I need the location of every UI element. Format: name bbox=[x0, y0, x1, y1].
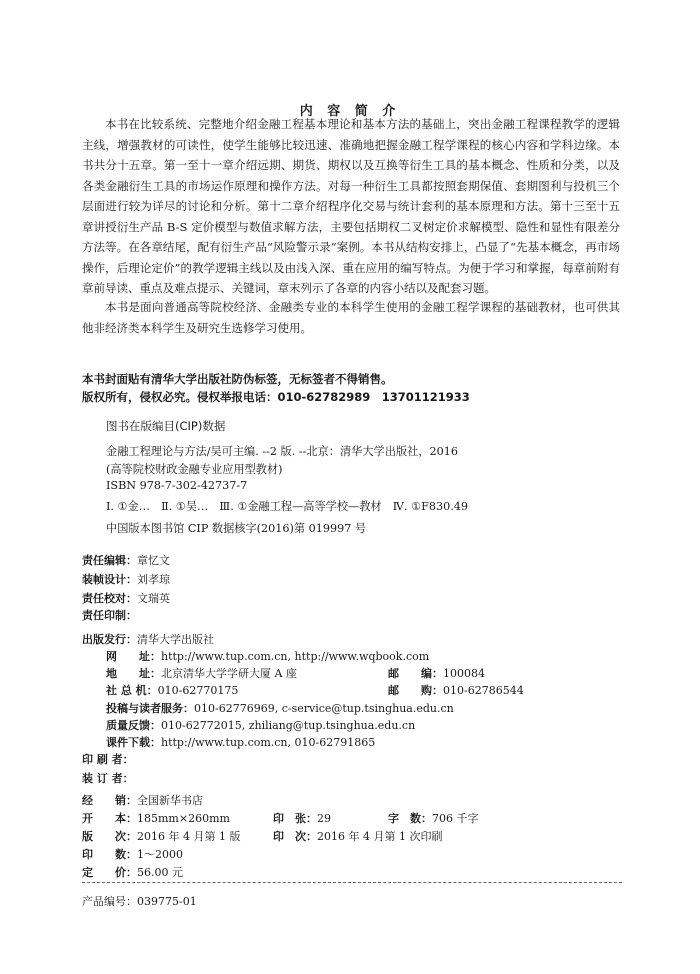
staff-label: 责任校对： bbox=[82, 592, 137, 605]
impression-row bbox=[273, 825, 442, 844]
sheets-value: 29 bbox=[317, 812, 331, 825]
courseware-value: http://www.tup.com.cn, 010-62791865 bbox=[161, 736, 376, 749]
staff-row bbox=[82, 568, 170, 587]
cip-line: 金融工程理论与方法/吴可主编. --2 版. --北京：清华大学出版社，2016 bbox=[106, 445, 458, 458]
print-run-label: 印 数： bbox=[82, 848, 137, 861]
staff-value: 文瑞英 bbox=[137, 592, 170, 605]
format-label: 开 本： bbox=[82, 812, 137, 825]
edition-label: 版 次： bbox=[82, 830, 137, 843]
distributor-row bbox=[82, 789, 203, 808]
edition-value: 2016 年 4 月第 1 版 bbox=[137, 830, 241, 843]
courseware-row bbox=[106, 731, 375, 750]
switchboard-value: 010-62770175 bbox=[157, 684, 239, 697]
cip-line: ISBN 978-7-302-42737-7 bbox=[106, 479, 248, 492]
mail-order-value: 010-62786544 bbox=[443, 684, 524, 697]
staff-value: 刘孝琼 bbox=[137, 573, 170, 586]
impression-value: 2016 年 4 月第 1 次印刷 bbox=[317, 830, 443, 843]
impression-label: 印 次： bbox=[273, 830, 317, 843]
quality-value: 010-62772015, zhiliang@tup.tsinghua.edu.cn bbox=[161, 719, 416, 732]
sheets-row bbox=[273, 807, 331, 826]
sheets-label: 印 张： bbox=[273, 812, 317, 825]
contribution-value: 010-62776969, c-service@tup.tsinghua.edu.cn bbox=[194, 702, 454, 715]
staff-row bbox=[82, 604, 137, 623]
distributor-value: 全国新华书店 bbox=[137, 794, 203, 807]
staff-label: 责任编辑： bbox=[82, 554, 137, 567]
product-code: 产品编号：039775-01 bbox=[82, 895, 197, 908]
website-label: 网 址： bbox=[106, 650, 161, 663]
staff-value: 章忆文 bbox=[137, 554, 170, 567]
print-run-row bbox=[82, 843, 183, 862]
price-label: 定 价： bbox=[82, 866, 137, 879]
cip-line: (高等院校财政金融专业应用型教材) bbox=[106, 463, 283, 476]
zip-value: 100084 bbox=[443, 667, 485, 680]
edition-row bbox=[82, 825, 240, 844]
words-value: 706 千字 bbox=[432, 812, 479, 825]
binder-label: 装 订 者： bbox=[82, 772, 134, 785]
printer-label: 印 刷 者： bbox=[82, 753, 134, 766]
dashed-divider bbox=[82, 882, 622, 883]
words-row bbox=[388, 807, 479, 826]
staff-row bbox=[82, 549, 170, 568]
switchboard-label: 社 总 机： bbox=[106, 684, 158, 697]
mail-order-row bbox=[388, 679, 524, 698]
staff-label: 装帧设计： bbox=[82, 573, 137, 586]
intro-paragraph-2: 本书是面向普通高等院校经济、金融类专业的本科学生使用的金融工程学课程的基础教材，也可供其他非经济类本科学生及研究生选修学习使用。 bbox=[82, 300, 620, 335]
price-row bbox=[82, 861, 183, 880]
address-label: 地 址： bbox=[106, 667, 161, 680]
price-value: 56.00 元 bbox=[137, 866, 183, 879]
cip-line: 中国版本图书馆 CIP 数据核字(2016)第 019997 号 bbox=[106, 522, 367, 535]
words-label: 字 数： bbox=[388, 812, 432, 825]
publisher-name: 清华大学出版社 bbox=[137, 633, 214, 646]
contribution-label: 投稿与读者服务： bbox=[106, 702, 194, 715]
staff-label: 责任印制： bbox=[82, 609, 137, 622]
publisher-label: 出版发行： bbox=[82, 633, 137, 646]
website-value: http://www.tup.com.cn, http://www.wqbook.com bbox=[161, 650, 430, 663]
print-run-value: 1～2000 bbox=[137, 848, 183, 861]
page-title: 内 容 简 介 bbox=[299, 104, 401, 119]
zip-label: 邮 编： bbox=[388, 667, 443, 680]
distributor-label: 经 销： bbox=[82, 794, 137, 807]
anti-counterfeit-notice: 本书封面贴有清华大学出版社防伪标签，无标签者不得销售。 bbox=[82, 372, 393, 386]
copyright-notice: 版权所有，侵权必究。侵权举报电话：010-62782989 13701121933 bbox=[82, 390, 470, 404]
cip-line: Ⅰ. ①金… Ⅱ. ①吴… Ⅲ. ①金融工程—高等学校—教材 Ⅳ. ①F830.49 bbox=[106, 500, 469, 513]
cip-heading: 图书在版编目(CIP)数据 bbox=[106, 419, 226, 433]
switchboard-row bbox=[106, 679, 238, 698]
format-value: 185mm×260mm bbox=[137, 812, 230, 825]
mail-order-label: 邮 购： bbox=[388, 684, 443, 697]
address-value: 北京清华大学学研大厦 A 座 bbox=[161, 667, 297, 680]
intro-paragraph-1: 本书在比较系统、完整地介绍金融工程基本理论和基本方法的基础上，突出金融工程课程教学的逻辑主线，增强教材的可读性，使学生能够比较迅速、准确地把握金融工程学课程的核心内容和学科边缘。本书共分十五章。第一至十一章介绍远期、期货、期权以及互换等衍生工具的基本概念、性质和分类，以及各类金融衍生工具的市场运作原理和操作方法。对每一种衍生工具都按照套期保值、套期图利与投机三个层面进行较为详尽的讨论和分析。第十二章介绍程序化交易与统计套利的基本原理和方法。第十三至十五章讲授衍生产品 B-S 定价模型与数值求解方法，主要包括期权二叉树定价求解模型、隐性和显性有限差分方法等。在各章结尾，配有衍生产品“风险警示录”案例。本书从结构安排上，凸显了“先基本概念，再市场操作，后理论定价”的教学逻辑主线以及由浅入深、重在应用的编写特点。为便于学习和掌握，每章前附有章前导读、重点及难点提示、关键词，章末列示了各章的内容小结以及配套习题。 bbox=[82, 117, 620, 295]
format-row bbox=[82, 807, 230, 826]
courseware-label: 课件下载： bbox=[106, 736, 161, 749]
quality-label: 质量反馈： bbox=[106, 719, 161, 732]
